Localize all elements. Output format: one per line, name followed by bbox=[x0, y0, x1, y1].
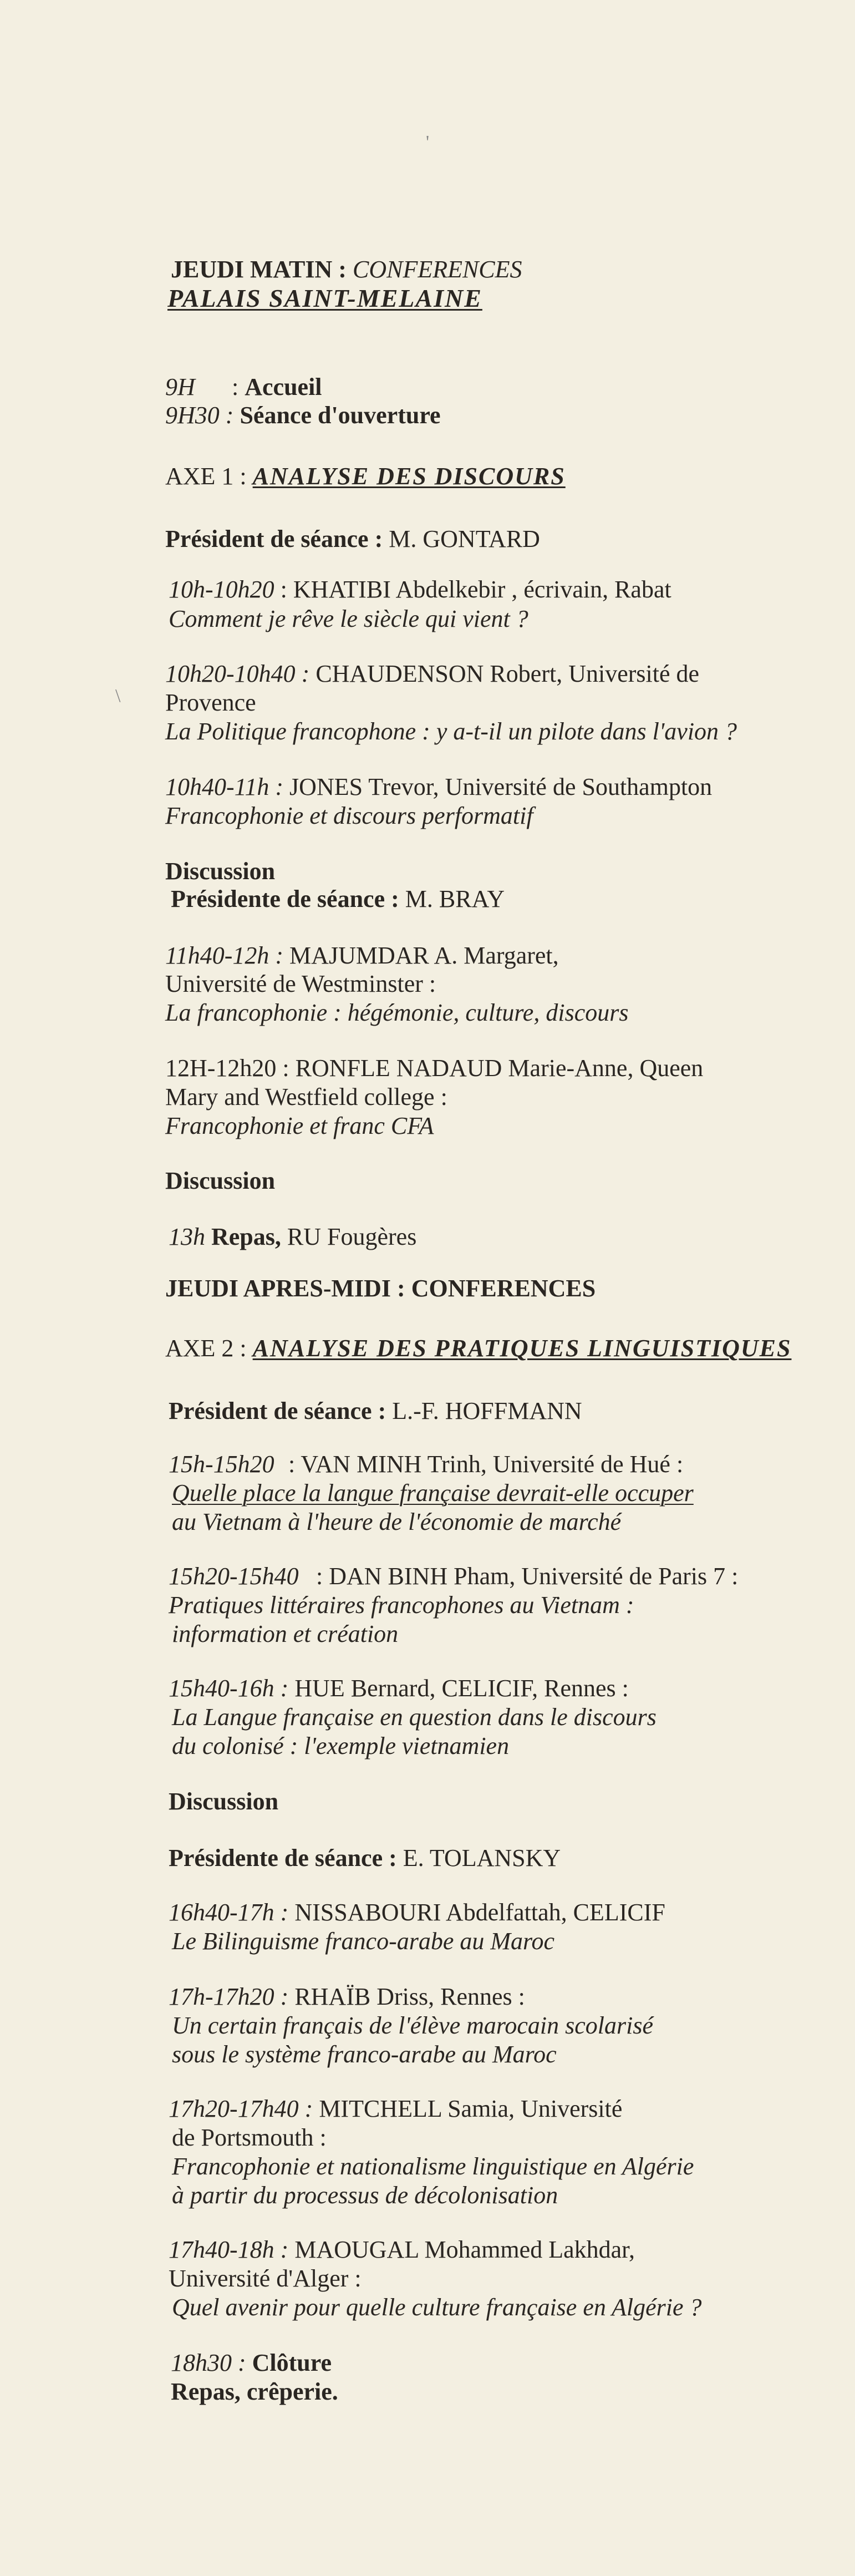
axe2-title: ANALYSE DES PRATIQUES LINGUISTIQUES bbox=[252, 1335, 792, 1362]
header-type: CONFERENCES bbox=[352, 256, 522, 283]
axe1-title: ANALYSE DES DISCOURS bbox=[252, 463, 566, 490]
talk-speaker: NISSABOURI Abdelfattah, CELICIF bbox=[294, 1899, 665, 1926]
talk-line bbox=[165, 941, 559, 970]
stray-mark: ' bbox=[426, 132, 430, 153]
axe1-president-2 bbox=[171, 885, 505, 914]
talk-time: 17h40-18h : bbox=[169, 2236, 289, 2263]
talk-speaker: HUE Bernard, CELICIF, Rennes : bbox=[294, 1675, 629, 1702]
axe1-president bbox=[165, 525, 540, 554]
closing-time: 18h30 : bbox=[171, 2349, 246, 2376]
axe2-label: AXE 2 : bbox=[165, 1335, 247, 1362]
talk-speaker: CHAUDENSON Robert, Université de bbox=[315, 660, 700, 687]
talk-time: 12H-12h20 : bbox=[165, 1054, 289, 1082]
discussion-label: Discussion bbox=[165, 1167, 276, 1194]
talk-speaker: RONFLE NADAUD Marie-Anne, Queen bbox=[295, 1054, 704, 1082]
talk-time: 10h-10h20 bbox=[169, 576, 274, 603]
talk-speaker: : DAN BINH Pham, Université de Paris 7 : bbox=[316, 1563, 739, 1590]
talk-speaker-cont: Provence bbox=[165, 689, 256, 716]
discussion-label: Discussion bbox=[169, 1788, 279, 1815]
president-label: Président de séance : bbox=[165, 525, 383, 552]
president-label: Présidente de séance : bbox=[169, 1844, 397, 1872]
talk-speaker: JONES Trevor, Université de Southampton bbox=[289, 773, 712, 800]
header-day: JEUDI MATIN : bbox=[171, 256, 347, 283]
talk-line bbox=[169, 1562, 738, 1591]
talk-time: 15h-15h20 bbox=[169, 1451, 274, 1478]
lunch-place: RU Fougères bbox=[287, 1223, 417, 1250]
stray-mark: \ bbox=[115, 686, 121, 706]
talk-title: Quel avenir pour quelle culture française en Algérie ? bbox=[172, 2294, 702, 2321]
talk-line bbox=[169, 2235, 635, 2264]
talk-time: 16h40-17h : bbox=[169, 1899, 289, 1926]
talk-title: Francophonie et discours performatif bbox=[165, 802, 533, 829]
lunch-label: Repas, bbox=[211, 1223, 281, 1250]
header-line bbox=[171, 255, 522, 284]
president-name: M. BRAY bbox=[405, 885, 505, 912]
afternoon-heading: JEUDI APRES-MIDI : CONFERENCES bbox=[165, 1275, 596, 1302]
talk-time: 11h40-12h : bbox=[165, 942, 284, 969]
talk-line bbox=[169, 2095, 622, 2123]
talk-time: 17h-17h20 : bbox=[169, 1983, 289, 2010]
president-label: Présidente de séance : bbox=[171, 885, 399, 912]
talk-time: 15h40-16h : bbox=[169, 1675, 289, 1702]
president-label: Président de séance : bbox=[169, 1397, 386, 1424]
talk-title: Un certain français de l'élève marocain scolarisé bbox=[172, 2012, 654, 2039]
talk-title: Quelle place la langue française devrait-elle occuper bbox=[172, 1479, 694, 1507]
axe2-heading bbox=[165, 1334, 791, 1363]
talk-speaker: MAOUGAL Mohammed Lakhdar, bbox=[294, 2236, 635, 2263]
talk-speaker: : VAN MINH Trinh, Université de Hué : bbox=[288, 1451, 684, 1478]
talk-line bbox=[169, 1982, 525, 2011]
talk-time: 10h20-10h40 : bbox=[165, 660, 310, 687]
talk-title-cont: information et création bbox=[172, 1620, 399, 1647]
talk-title: La francophonie : hégémonie, culture, discours bbox=[165, 999, 629, 1026]
talk-speaker: RHAÏB Driss, Rennes : bbox=[294, 1983, 525, 2010]
opening-line-2 bbox=[165, 401, 441, 430]
talk-speaker: MAJUMDAR A. Margaret, bbox=[289, 942, 559, 969]
talk-line bbox=[165, 773, 712, 802]
axe2-president-2 bbox=[169, 1844, 561, 1873]
lunch-line bbox=[169, 1223, 416, 1251]
talk-title: Comment je rêve le siècle qui vient ? bbox=[169, 605, 528, 632]
dinner-line: Repas, crêperie. bbox=[171, 2378, 338, 2405]
header-venue: PALAIS SAINT-MELAINE bbox=[167, 284, 482, 312]
opening-title: Séance d'ouverture bbox=[240, 402, 441, 429]
opening-time: 9H bbox=[165, 373, 195, 400]
talk-title: Le Bilinguisme franco-arabe au Maroc bbox=[172, 1928, 555, 1955]
talk-title: Francophonie et franc CFA bbox=[165, 1112, 434, 1139]
talk-line bbox=[169, 1450, 683, 1479]
president-name: E. TOLANSKY bbox=[403, 1844, 561, 1872]
talk-line: 10h-10h20 : KHATIBI Abdelkebir , écrivain, Rabat bbox=[169, 576, 671, 603]
talk-line bbox=[165, 1054, 703, 1083]
axe1-heading bbox=[165, 462, 566, 491]
opening-title: Accueil bbox=[245, 373, 322, 400]
talk-line bbox=[169, 1898, 665, 1927]
axe1-label: AXE 1 : bbox=[165, 463, 247, 490]
talk-title-cont: à partir du processus de décolonisation bbox=[172, 2182, 558, 2209]
talk-title: La Politique francophone : y a-t-il un pilote dans l'avion ? bbox=[165, 718, 737, 745]
talk-title: La Langue française en question dans le discours bbox=[172, 1703, 656, 1731]
talk-line bbox=[165, 660, 699, 688]
talk-speaker-cont: Université d'Alger : bbox=[169, 2265, 362, 2292]
talk-title-cont: du colonisé : l'exemple vietnamien bbox=[172, 1732, 510, 1759]
president-name: M. GONTARD bbox=[389, 525, 540, 552]
talk-title-cont: au Vietnam à l'heure de l'économie de marché bbox=[172, 1508, 622, 1535]
president-name: L.-F. HOFFMANN bbox=[392, 1397, 582, 1424]
talk-title: Francophonie et nationalisme linguistique en Algérie bbox=[172, 2153, 694, 2180]
closing-label: Clôture bbox=[252, 2349, 332, 2376]
talk-speaker-cont: Mary and Westfield college : bbox=[165, 1083, 447, 1110]
talk-speaker: KHATIBI Abdelkebir , écrivain, Rabat bbox=[293, 576, 671, 603]
axe2-president bbox=[169, 1397, 582, 1426]
talk-title: Pratiques littéraires francophones au Vietnam : bbox=[169, 1591, 634, 1619]
talk-speaker-cont: de Portsmouth : bbox=[172, 2124, 327, 2151]
talk-time: 17h20-17h40 : bbox=[169, 2095, 313, 2122]
lunch-time: 13h bbox=[169, 1223, 205, 1250]
talk-title-cont: sous le système franco-arabe au Maroc bbox=[172, 2041, 557, 2068]
talk-speaker-cont: Université de Westminster : bbox=[165, 970, 436, 997]
opening-line-1: 9H : Accueil bbox=[165, 373, 322, 400]
talk-line bbox=[169, 1674, 629, 1703]
discussion-label: Discussion bbox=[165, 858, 276, 885]
closing-line bbox=[171, 2349, 332, 2377]
talk-time: 10h40-11h : bbox=[165, 773, 284, 800]
talk-speaker: MITCHELL Samia, Université bbox=[319, 2095, 623, 2122]
opening-time: 9H30 : bbox=[165, 402, 234, 429]
talk-time: 15h20-15h40 bbox=[169, 1563, 299, 1590]
